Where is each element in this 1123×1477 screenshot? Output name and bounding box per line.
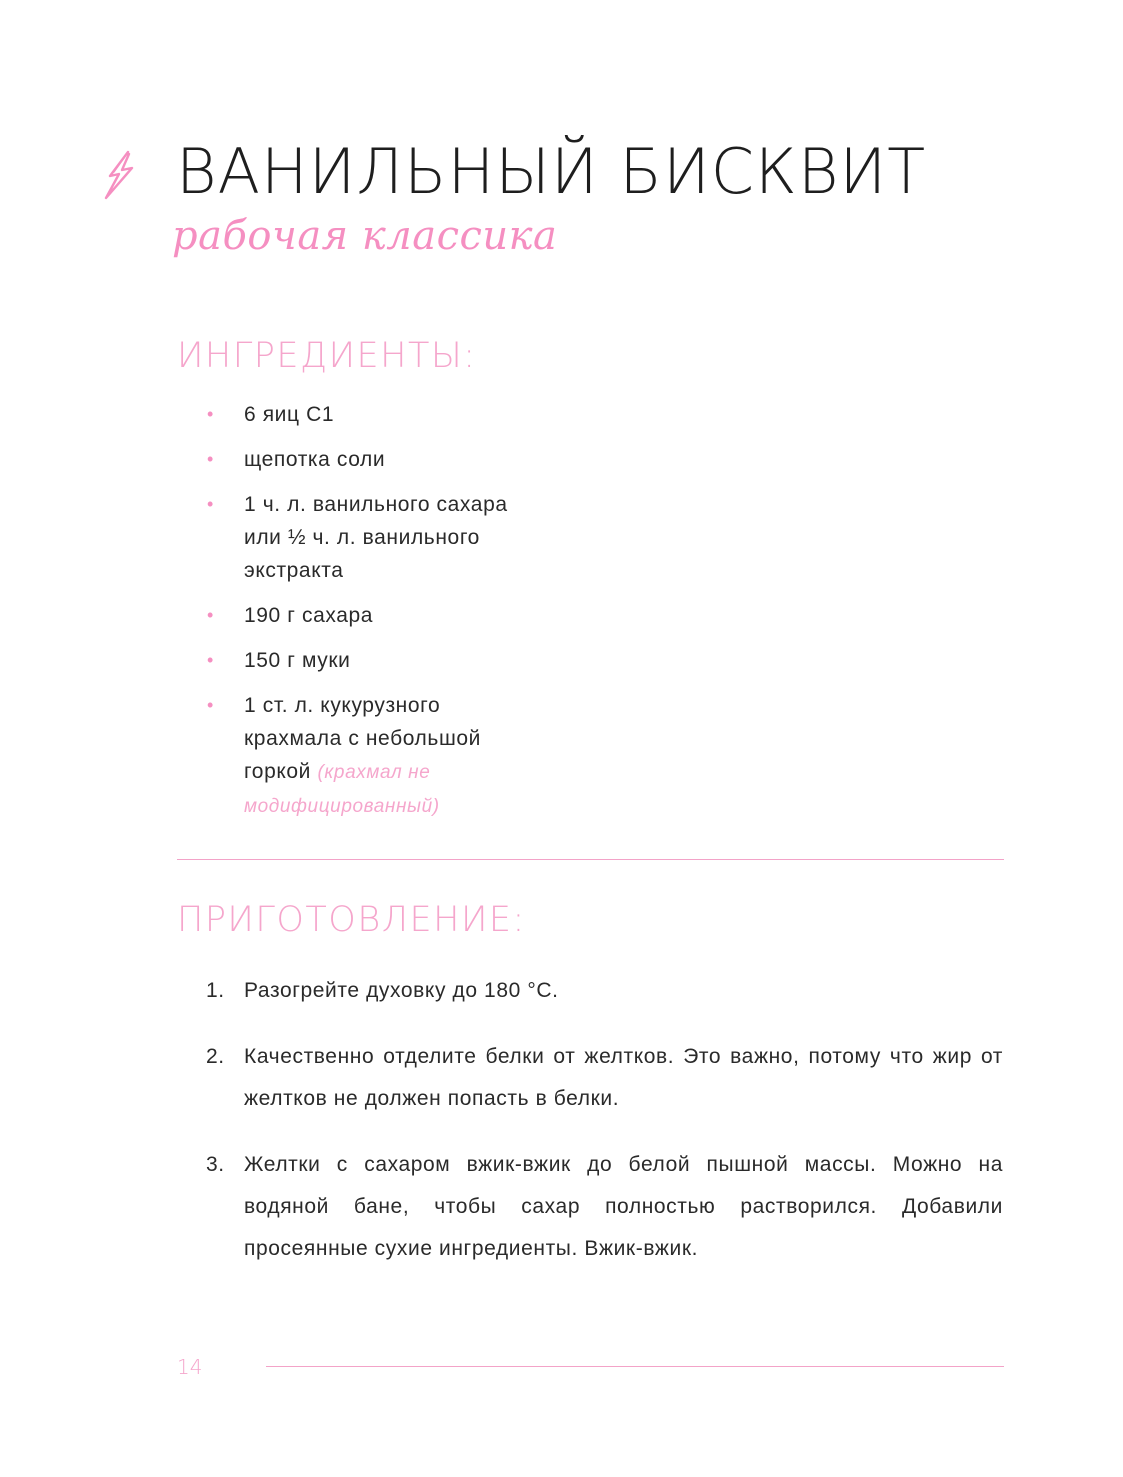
ingredient-text: 150 г муки [244,649,351,672]
bullet-icon: • [207,650,214,670]
ingredient-text: 1 ст. л. кукурузного крахмала с небольшой горкой [244,694,482,783]
bullet-icon: • [207,695,214,715]
bullet-icon: • [207,605,214,625]
ingredient-text: щепотка соли [244,448,386,471]
recipe-subtitle: рабочая классика [172,213,558,259]
ingredient-item [0,599,544,632]
ingredient-item [0,644,544,677]
bullet-icon: • [207,404,214,424]
step-text: Разогрейте духовку до 180 °С. [244,979,559,1002]
preparation-heading: ПРИГОТОВЛЕНИЕ: [177,900,526,940]
step-text: Качественно отделите белки от желтков. Это важно, потому что жир от желтков не должен попасть в белки. [244,1045,1003,1110]
preparation-steps [0,970,1003,1294]
ingredient-item [0,689,544,823]
section-divider [177,859,1004,860]
step-number: 1. [206,979,225,1002]
recipe-title: ВАНИЛЬНЫЙ БИСКВИТ [176,135,927,208]
ingredients-heading: ИНГРЕДИЕНТЫ: [177,336,477,376]
ingredient-item [0,398,544,431]
ingredient-text: 190 г сахара [244,604,374,627]
ingredient-text: 1 ч. л. ванильного сахара или ½ ч. л. ванильного экстракта [244,493,508,582]
preparation-step [0,1144,1003,1270]
step-number: 2. [206,1045,225,1068]
ingredient-item [0,443,544,476]
ingredient-note: (крахмал не модифицированный) [244,762,440,817]
bullet-icon: • [207,494,214,514]
lightning-bolt-icon [102,150,136,200]
bullet-icon: • [207,449,214,469]
ingredient-text: 6 яиц С1 [244,403,335,426]
preparation-step [0,970,1003,1012]
ingredient-item [0,488,544,587]
page-number: 14 [177,1355,203,1379]
ingredients-list [0,398,544,835]
footer-divider [266,1366,1004,1367]
step-text: Желтки с сахаром вжик-вжик до белой пышной массы. Можно на водяной бане, чтобы сахар полностью растворился. Добавили просеянные сухие ингредиенты. Вжик-вжик. [244,1153,1003,1260]
preparation-step [0,1036,1003,1120]
step-number: 3. [206,1153,225,1176]
